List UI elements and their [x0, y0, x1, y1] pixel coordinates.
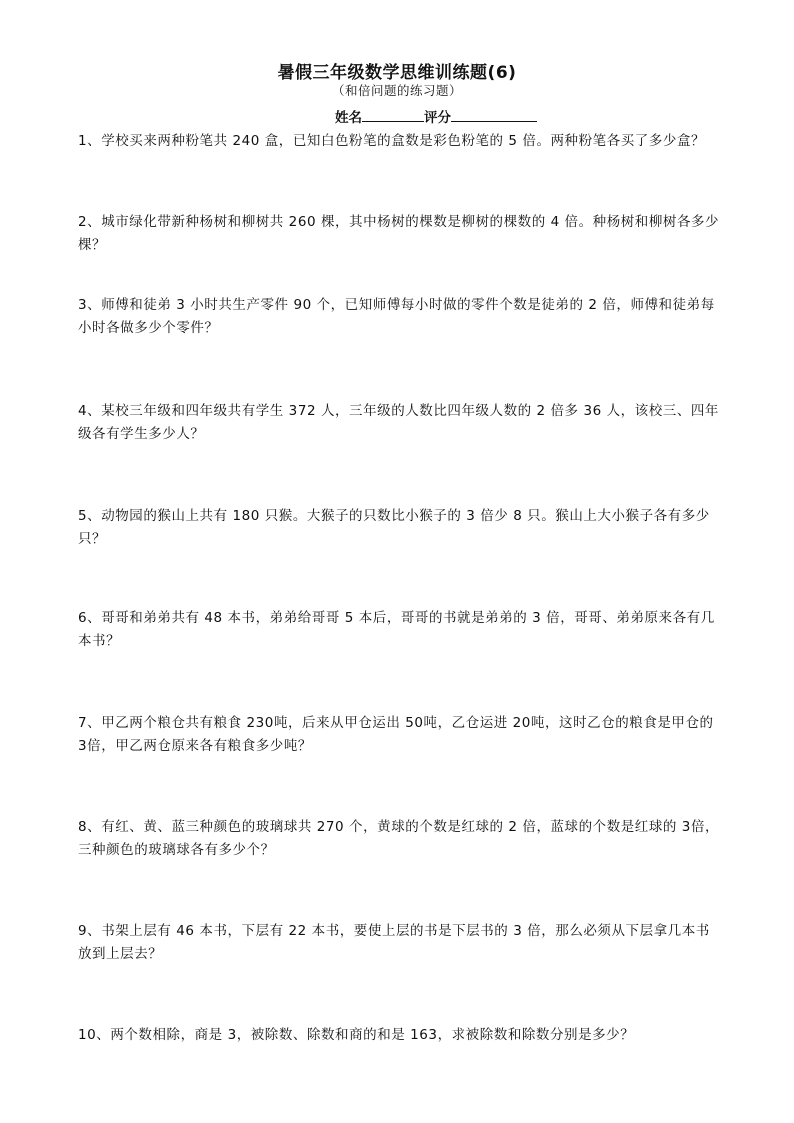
question-4: 4、某校三年级和四年级共有学生 372 人，三年级的人数比四年级人数的 2 倍多 36 人，该校三、四年级各有学生多少人？ — [78, 403, 719, 442]
question-10: 10、两个数相除，商是 3，被除数、除数和商的和是 163，求被除数和除数分别是多少？ — [78, 1027, 635, 1043]
page-subtitle: （和倍问题的练习题） — [331, 83, 462, 98]
name-blank[interactable] — [362, 107, 424, 122]
question-9: 9、书架上层有 46 本书，下层有 22 本书，要使上层的书是下层书的 3 倍，那么必须从下层拿几本书放到上层去？ — [78, 923, 710, 962]
question-5: 5、动物园的猴山上共有 180 只猴。大猴子的只数比小猴子的 3 倍少 8 只。猴山上大小猴子各有多少只？ — [78, 508, 710, 547]
student-info-line — [335, 106, 537, 126]
page-title: 暑假三年级数学思维训练题(6) — [277, 63, 517, 83]
question-3: 3、师傅和徒弟 3 小时共生产零件 90 个，已知师傅每小时做的零件个数是徒弟的 2 倍，师傅和徒弟每小时各做多少个零件？ — [78, 297, 715, 336]
score-label: 评分 — [424, 110, 451, 126]
score-blank[interactable] — [451, 107, 537, 122]
question-2: 2、城市绿化带新种杨树和柳树共 260 棵，其中杨树的棵数是柳树的棵数的 4 倍。种杨树和柳树各多少棵？ — [78, 214, 720, 253]
question-6: 6、哥哥和弟弟共有 48 本书，弟弟给哥哥 5 本后，哥哥的书就是弟弟的 3 倍，哥哥、弟弟原来各有几本书？ — [78, 610, 715, 649]
question-1: 1、学校买来两种粉笔共 240 盒，已知白色粉笔的盒数是彩色粉笔的 5 倍。两种粉笔各买了多少盒？ — [78, 133, 706, 149]
question-7: 7、甲乙两个粮仓共有粮食 230吨，后来从甲仓运出 50吨，乙仓运进 20吨，这时乙仓的粮食是甲仓的 3倍，甲乙两仓原来各有粮食多少吨？ — [78, 715, 714, 754]
name-label: 姓名 — [335, 110, 362, 126]
question-8: 8、有红、黄、蓝三种颜色的玻璃球共 270 个，黄球的个数是红球的 2 倍，蓝球的个数是红球的 3倍，三种颜色的玻璃球各有多少个？ — [78, 819, 720, 858]
